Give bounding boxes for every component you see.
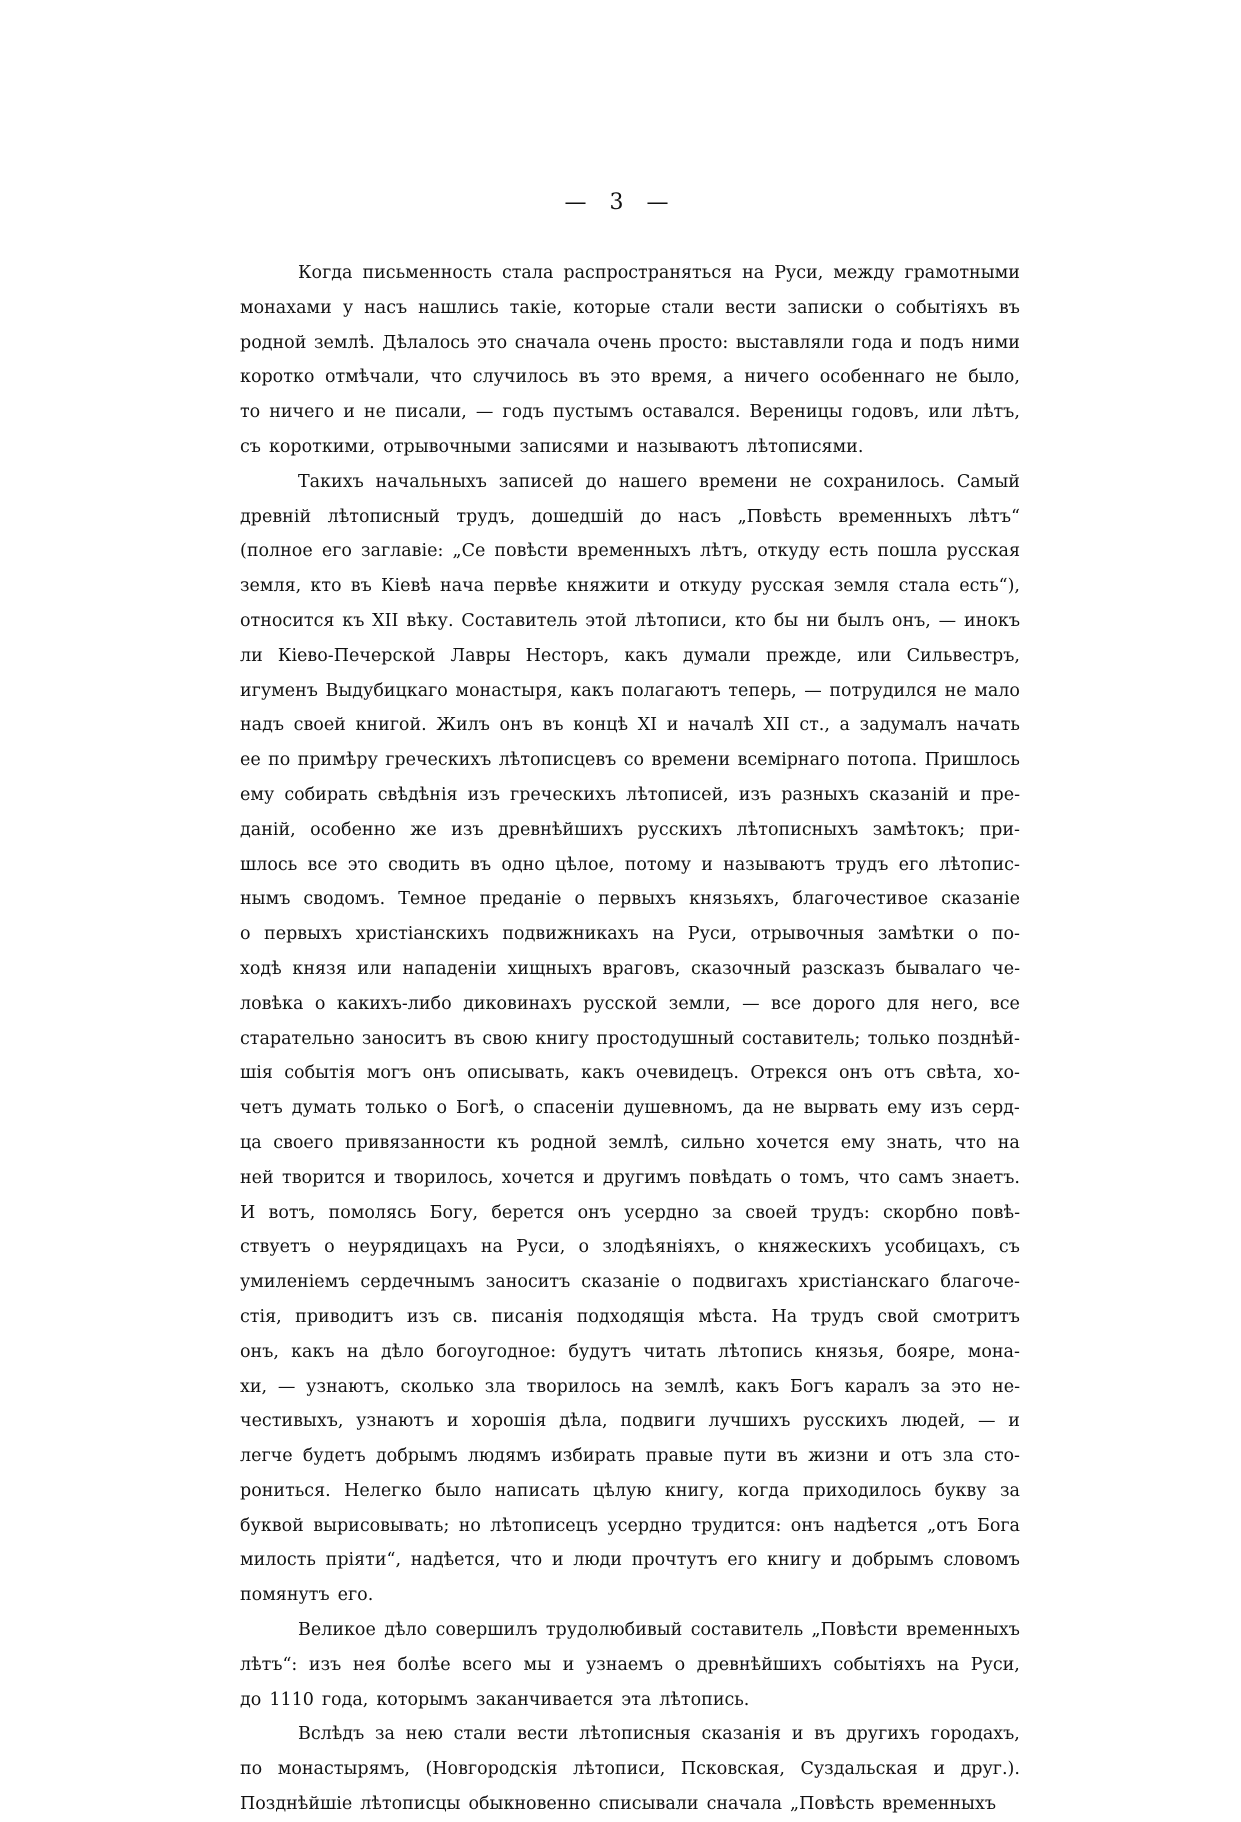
text-line: умиленіемъ сердечнымъ заноситъ сказаніе о подвигахъ христіанскаго благоче- xyxy=(240,1272,1020,1293)
text-line: о первыхъ христіанскихъ подвижникахъ на Руси, отрывочныя замѣтки о по- xyxy=(240,924,1020,945)
text-line: стія, приводитъ изъ св. писанія подходящія мѣста. На трудъ свой смотритъ xyxy=(240,1306,1020,1327)
text-line: помянутъ его. xyxy=(240,1585,374,1606)
text-line: ней творится и творилось, хочется и другимъ повѣдать о томъ, что самъ знаетъ. xyxy=(240,1167,1020,1188)
text-block xyxy=(240,256,1020,1822)
text-line: относится къ XII вѣку. Составитель этой лѣтописи, кто бы ни былъ онъ, — инокъ xyxy=(240,610,1020,631)
text-line: древній лѣтописный трудъ, дошедшій до насъ „Повѣсть временныхъ лѣтъ“ xyxy=(240,506,1020,527)
paragraph xyxy=(240,256,1020,465)
text-line: Когда письменность стала распространяться на Руси, между грамотными xyxy=(298,263,1020,283)
text-line: хи, — узнаютъ, сколько зла творилось на землѣ, какъ Богъ каралъ за это не- xyxy=(240,1376,1020,1397)
paragraph xyxy=(240,1717,1020,1821)
text-line: ловѣка о какихъ-либо диковинахъ русской земли, — все дорого для него, все xyxy=(240,993,1020,1014)
text-line: ли Кіево-Печерской Лавры Несторъ, какъ думали прежде, или Сильвестръ, xyxy=(240,645,1020,666)
text-line: ее по примѣру греческихъ лѣтописцевъ со времени всемірнаго потопа. Пришлось xyxy=(240,750,1020,771)
text-line: коротко отмѣчали, что случилось въ это время, а ничего особеннаго не было, xyxy=(240,367,1020,388)
text-line: игуменъ Выдубицкаго монастыря, какъ полагаютъ теперь, — потрудился не мало xyxy=(240,680,1020,701)
text-line: шія событія могъ онъ описывать, какъ очевидецъ. Отрекся онъ отъ свѣта, хо- xyxy=(240,1063,1020,1084)
text-line: родной землѣ. Дѣлалось это сначала очень просто: выставляли года и подъ ними xyxy=(240,332,1020,353)
text-line: четъ думать только о Богѣ, о спасеніи душевномъ, да не вырвать ему изъ серд- xyxy=(240,1098,1020,1119)
text-line: онъ, какъ на дѣло богоугодное: будутъ читать лѣтопись князья, бояре, мона- xyxy=(240,1341,1020,1362)
text-line: ствуетъ о неурядицахъ на Руси, о злодѣяніяхъ, о княжескихъ усобицахъ, съ xyxy=(240,1237,1020,1258)
text-line: рониться. Нелегко было написать цѣлую книгу, когда приходилось букву за xyxy=(240,1480,1020,1501)
text-line: легче будетъ добрымъ людямъ избирать правые пути въ жизни и отъ зла сто- xyxy=(240,1446,1020,1467)
text-line: честивыхъ, узнаютъ и хорошія дѣла, подвиги лучшихъ русскихъ людей, — и xyxy=(240,1411,1020,1432)
text-line: Вслѣдъ за нею стали вести лѣтописныя сказанія и въ другихъ городахъ, xyxy=(298,1724,1020,1745)
text-line: лѣтъ“: изъ нея болѣе всего мы и узнаемъ о древнѣйшихъ событіяхъ на Руси, xyxy=(240,1654,1020,1675)
text-line: земля, кто въ Кіевѣ нача первѣе княжити и откуду русская земля стала есть“), xyxy=(240,576,1020,597)
text-line: ему собирать свѣдѣнія изъ греческихъ лѣтописей, изъ разныхъ сказаній и пре- xyxy=(240,784,1020,805)
paragraph xyxy=(240,465,1020,1613)
text-line: даній, особенно же изъ древнѣйшихъ русскихъ лѣтописныхъ замѣтокъ; при- xyxy=(240,819,1020,840)
text-line: съ короткими, отрывочными записями и называютъ лѣтописями. xyxy=(240,436,864,457)
text-line: до 1110 года, которымъ заканчивается эта лѣтопись. xyxy=(240,1689,750,1710)
text-line: Позднѣйшіе лѣтописцы обыкновенно списывали сначала „Повѣсть временныхъ xyxy=(240,1794,996,1815)
text-line: (полное его заглавіе: „Се повѣсти временныхъ лѣтъ, откуду есть пошла русская xyxy=(240,541,1020,562)
text-line: надъ своей книгой. Жилъ онъ въ концѣ XI и началѣ XII ст., а задумалъ начать xyxy=(240,715,1020,736)
paragraph xyxy=(240,1613,1020,1717)
text-line: И вотъ, помолясь Богу, берется онъ усердно за своей трудъ: скорбно повѣ- xyxy=(240,1202,1020,1223)
text-line: то ничего и не писали, — годъ пустымъ оставался. Вереницы годовъ, или лѣтъ, xyxy=(240,402,1020,423)
page-number: — 3 — xyxy=(564,190,677,215)
text-line: старательно заноситъ въ свою книгу простодушный составитель; только позднѣй- xyxy=(240,1028,1020,1049)
text-line: ходѣ князя или нападеніи хищныхъ враговъ, сказочный разсказъ бывалаго че- xyxy=(240,958,1020,979)
text-line: нымъ сводомъ. Темное преданіе о первыхъ князьяхъ, благочестивое сказаніе xyxy=(240,889,1020,910)
text-line: по монастырямъ, (Новгородскія лѣтописи, Псковская, Суздальская и друг.). xyxy=(240,1759,1020,1780)
text-line: монахами у насъ нашлись такіе, которые стали вести записки о событіяхъ въ xyxy=(240,297,1020,318)
text-line: милость пріяти“, надѣется, что и люди прочтутъ его книгу и добрымъ словомъ xyxy=(240,1550,1020,1571)
text-line: ца своего привязанности къ родной землѣ, сильно хочется ему знать, что на xyxy=(240,1132,1020,1153)
text-line: буквой вырисовывать; но лѣтописецъ усердно трудится: онъ надѣется „отъ Бога xyxy=(240,1515,1020,1536)
text-line: Такихъ начальныхъ записей до нашего времени не сохранилось. Самый xyxy=(298,471,1020,492)
text-line: Великое дѣло совершилъ трудолюбивый составитель „Повѣсти временныхъ xyxy=(298,1620,1020,1641)
text-line: шлось все это сводить въ одно цѣлое, потому и называютъ трудъ его лѣтопис- xyxy=(240,854,1020,875)
